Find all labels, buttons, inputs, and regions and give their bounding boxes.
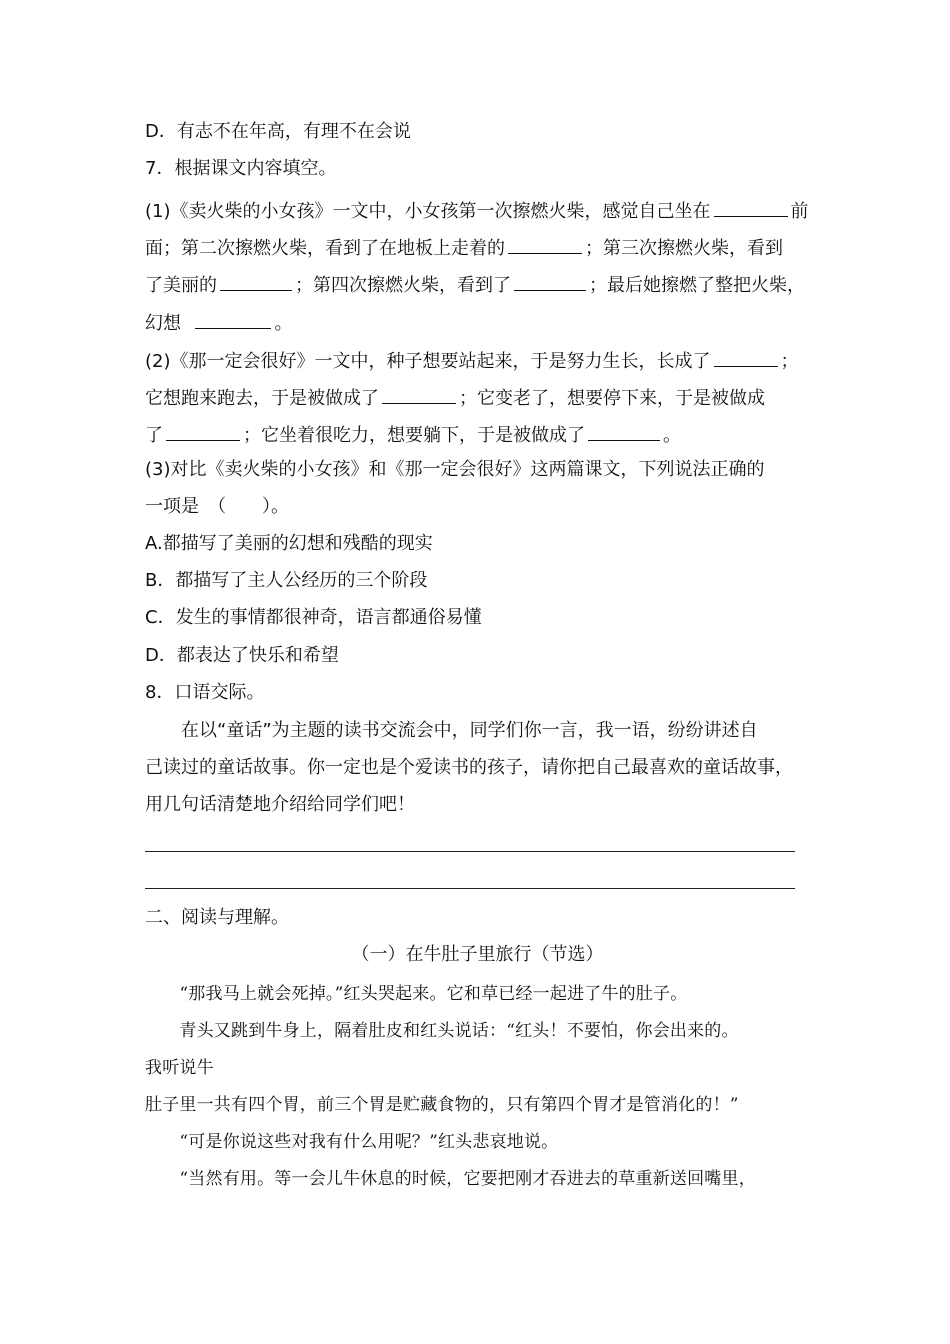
answer-line[interactable] — [145, 888, 795, 889]
q7-p2-text: 了 — [145, 425, 163, 446]
passage-paragraph: 肚子里一共有四个胃，前三个胃是贮藏食物的，只有第四个胃才是管消化的！” — [145, 1095, 739, 1115]
q7-p1-text: ；第三次擦燃火柴，看到 — [585, 238, 783, 259]
q7-p1-line3 — [145, 270, 810, 298]
q7-p3-line1: (3)对比《卖火柴的小女孩》和《那一定会很好》这两篇课文，下列说法正确的 — [145, 459, 765, 480]
answer-line[interactable] — [145, 851, 795, 852]
answer-blank[interactable] — [588, 420, 660, 441]
q7-p2-text: 。 — [663, 425, 681, 446]
section2-heading: 二、阅读与理解。 — [145, 907, 289, 928]
q7-p1-text: 了美丽的 — [145, 275, 217, 296]
q7-p1-line1 — [145, 196, 810, 224]
q7-p1-line4 — [145, 308, 810, 336]
q7-p1-text: ；第四次擦燃火柴，看到了 — [295, 275, 511, 296]
q7-option-c: C．发生的事情都很神奇，语言都通俗易懂 — [145, 607, 482, 628]
q7-p2-line1 — [145, 346, 810, 374]
answer-blank[interactable] — [508, 233, 582, 254]
q8-title: 8．口语交际。 — [145, 682, 265, 703]
q7-p1-text: ；最后她擦燃了整把火柴， — [589, 275, 805, 296]
q7-p2-text: (2)《那一定会很好》一文中，种子想要站起来，于是努力生长，长成了 — [145, 351, 711, 372]
answer-blank[interactable] — [220, 270, 292, 291]
q7-p1-text: 前 — [790, 201, 809, 222]
q8-line3: 用几句话清楚地介绍给同学们吧！ — [145, 794, 415, 815]
q7-p2-text: ； — [780, 351, 799, 372]
q7-p2-line3 — [145, 420, 810, 448]
q7-p1-text: 。 — [274, 313, 293, 334]
q7-p1-text: (1)《卖火柴的小女孩》一文中，小女孩第一次擦燃火柴，感觉自己坐在 — [145, 201, 711, 222]
passage-title: （一）在牛肚子里旅行（节选） — [351, 944, 604, 965]
q7-option-d: D．都表达了快乐和希望 — [145, 645, 339, 666]
q8-line2: 己读过的童话故事。你一定也是个爱读书的孩子，请你把自己最喜欢的童话故事， — [145, 757, 793, 778]
q7-title: 7．根据课文内容填空。 — [145, 158, 337, 179]
q7-p1-text: 面；第二次擦燃火柴，看到了在地板上走着的 — [145, 238, 505, 259]
passage-paragraph: 我听说牛 — [145, 1058, 214, 1078]
q7-p1-line2 — [145, 233, 810, 261]
q6-option-d: D．有志不在年高，有理不在会说 — [145, 121, 411, 142]
q7-option-a: A.都描写了美丽的幻想和残酷的现实 — [145, 533, 433, 554]
passage-paragraph: 青头又跳到牛身上，隔着肚皮和红头说话：“红头！不要怕，你会出来的。 — [145, 1021, 739, 1041]
q8-line1: 在以“童话”为主题的读书交流会中，同学们你一言，我一语，纷纷讲述自 — [145, 720, 758, 741]
q7-option-b: B．都描写了主人公经历的三个阶段 — [145, 570, 428, 591]
passage-paragraph: “可是你说这些对我有什么用呢？”红头悲哀地说。 — [145, 1132, 559, 1152]
q7-p2-text: ；它坐着很吃力，想要躺下，于是被做成了 — [243, 425, 585, 446]
answer-blank[interactable] — [714, 346, 778, 367]
q7-p2-line2 — [145, 383, 810, 411]
answer-blank[interactable] — [195, 308, 271, 329]
q7-p2-text: ；它变老了，想要停下来，于是被做成 — [459, 388, 765, 409]
q7-p1-text: 幻想 — [145, 313, 181, 334]
passage-paragraph: “那我马上就会死掉。”红头哭起来。它和草已经一起进了牛的肚子。 — [145, 984, 688, 1004]
answer-blank[interactable] — [514, 270, 586, 291]
q7-p3-line2: 一项是 （ ）。 — [145, 496, 289, 517]
answer-blank[interactable] — [382, 383, 456, 404]
passage-paragraph: “当然有用。等一会儿牛休息的时候，它要把刚才吞进去的草重新送回嘴里， — [145, 1169, 756, 1189]
q7-p2-text: 它想跑来跑去，于是被做成了 — [145, 388, 379, 409]
answer-blank[interactable] — [714, 196, 788, 217]
answer-blank[interactable] — [166, 420, 240, 441]
